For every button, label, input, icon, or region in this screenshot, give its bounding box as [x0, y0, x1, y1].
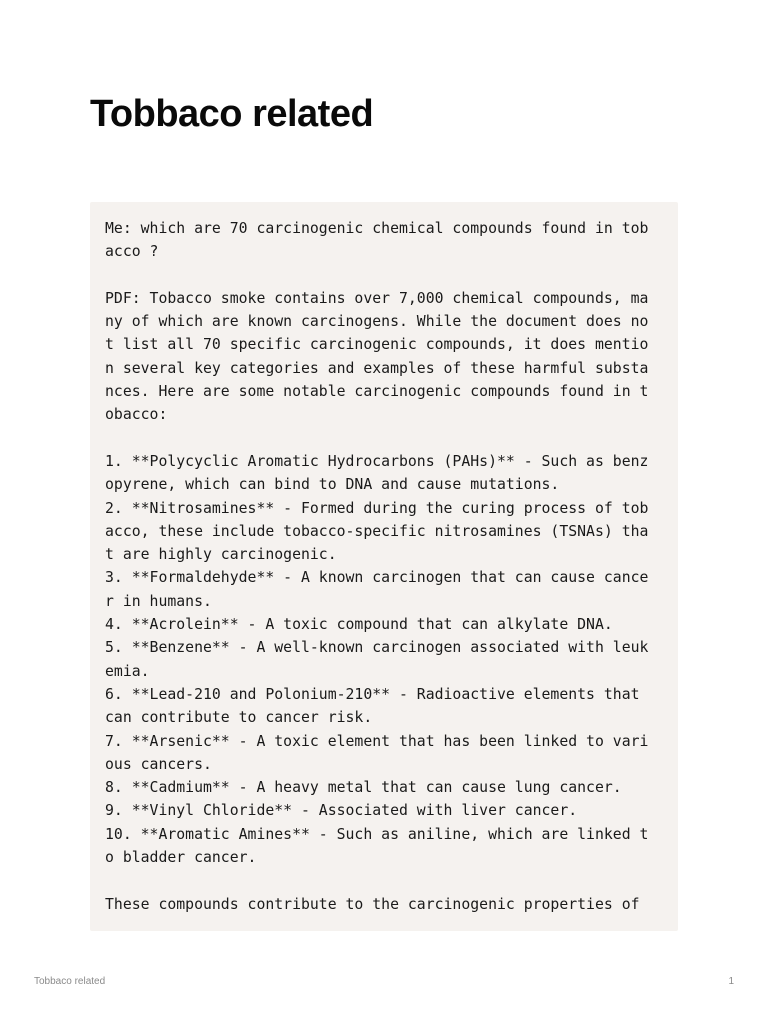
- code-line: obacco:: [105, 406, 168, 424]
- code-line: 3. **Formaldehyde** - A known carcinogen that can cause cance: [105, 569, 649, 587]
- code-line: nces. Here are some notable carcinogenic compounds found in t: [105, 383, 649, 401]
- code-line: can contribute to cancer risk.: [105, 709, 373, 727]
- code-line: acco, these include tobacco-specific nitrosamines (TSNAs) tha: [105, 522, 649, 540]
- code-line: 6. **Lead-210 and Polonium-210** - Radioactive elements that: [105, 685, 640, 703]
- code-line: t list all 70 specific carcinogenic compounds, it does mentio: [105, 336, 649, 354]
- footer-doc-name: Tobbaco related: [34, 976, 106, 987]
- code-line: 7. **Arsenic** - A toxic element that has been linked to vari: [105, 732, 649, 750]
- code-line: ous cancers.: [105, 755, 212, 773]
- code-line: acco ?: [105, 243, 159, 261]
- code-line: n several key categories and examples of these harmful substa: [105, 359, 649, 377]
- code-line: t are highly carcinogenic.: [105, 546, 337, 564]
- code-line: r in humans.: [105, 592, 212, 610]
- code-line: 5. **Benzene** - A well-known carcinogen associated with leuk: [105, 639, 649, 657]
- code-line: opyrene, which can bind to DNA and cause mutations.: [105, 476, 560, 494]
- code-line: 10. **Aromatic Amines** - Such as aniline, which are linked t: [105, 825, 649, 843]
- code-line: Me: which are 70 carcinogenic chemical compounds found in tob: [105, 220, 649, 237]
- code-line: ny of which are known carcinogens. While the document does no: [105, 313, 649, 331]
- code-line: 8. **Cadmium** - A heavy metal that can cause lung cancer.: [105, 779, 622, 797]
- code-line: 1. **Polycyclic Aromatic Hydrocarbons (PAHs)** - Such as benz: [105, 452, 649, 470]
- page-title: Tobbaco related: [90, 93, 374, 135]
- footer-page-number: 1: [728, 976, 734, 987]
- code-text: [105, 217, 663, 916]
- code-line: 9. **Vinyl Chloride** - Associated with liver cancer.: [105, 802, 578, 820]
- code-line: PDF: Tobacco smoke contains over 7,000 chemical compounds, ma: [105, 289, 649, 307]
- code-line: These compounds contribute to the carcinogenic properties of: [105, 895, 640, 913]
- code-line: emia.: [105, 662, 150, 680]
- code-line: 2. **Nitrosamines** - Formed during the curing process of tob: [105, 499, 649, 517]
- code-line: o bladder cancer.: [105, 849, 257, 867]
- code-line: 4. **Acrolein** - A toxic compound that can alkylate DNA.: [105, 616, 613, 634]
- code-block: [90, 202, 678, 931]
